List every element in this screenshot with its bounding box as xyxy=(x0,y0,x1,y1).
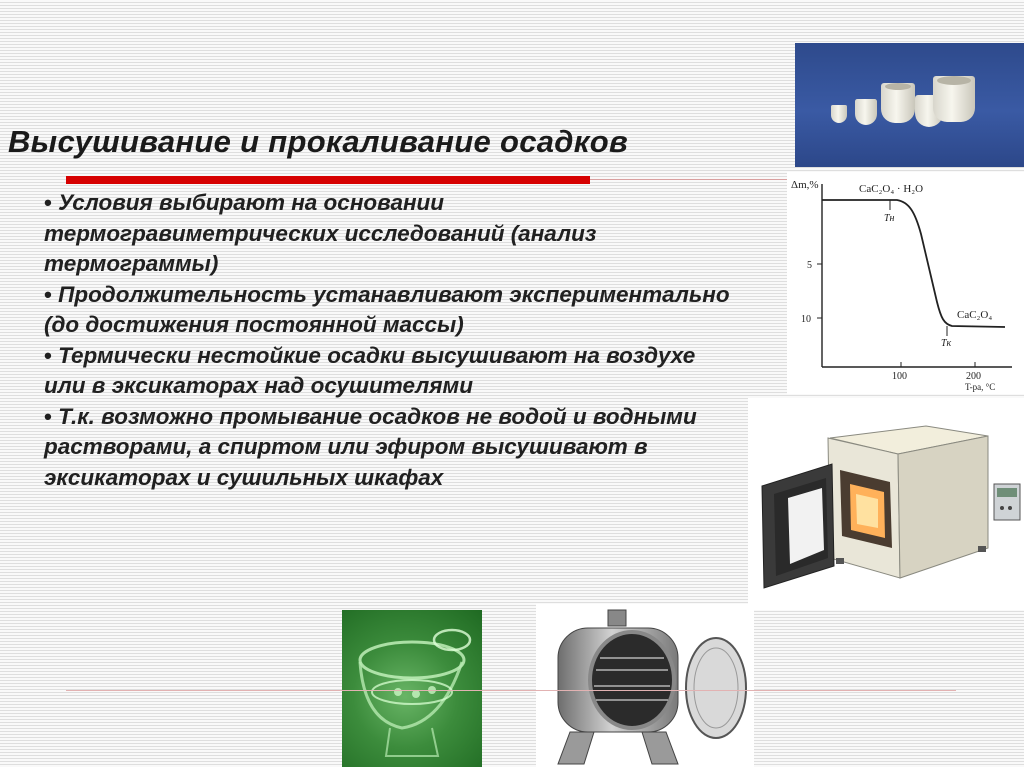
bullet-item: • Продолжительность устанавливают экспериментально (до достижения постоянной массы) xyxy=(44,280,734,341)
thermo-ytick: 10 xyxy=(801,314,811,325)
footer-rule xyxy=(66,690,956,691)
thermo-ytick: 5 xyxy=(807,260,812,271)
thermo-xlabel: T-ра, °C xyxy=(965,382,996,392)
thermo-marker-start: Tн xyxy=(884,213,895,224)
thermo-label-start: CaC₂O₄ · H₂O xyxy=(859,183,924,195)
desiccator-photo xyxy=(342,610,482,767)
thermo-label-end: CaC₂O₄ xyxy=(957,309,993,321)
bullet-list xyxy=(44,188,734,493)
muffle-furnace-photo xyxy=(748,398,1024,610)
drying-oven-photo xyxy=(536,604,754,767)
title-rule xyxy=(590,179,790,180)
thermo-xtick: 100 xyxy=(892,371,907,382)
thermo-ylabel: Δm,% xyxy=(791,179,819,191)
slide-title: Высушивание и прокаливание осадков xyxy=(8,124,629,159)
crucibles-photo xyxy=(795,43,1024,167)
thermogram-figure xyxy=(787,172,1024,394)
bullet-item: • Т.к. возможно промывание осадков не водой и водными растворами, а спиртом или эфиром высушивают в эксикаторах и сушильных шкафах xyxy=(44,402,734,494)
title-accent-bar xyxy=(66,176,590,184)
bullet-item: • Условия выбирают на основании термогравиметрических исследований (анализ термограммы) xyxy=(44,188,734,280)
thermo-xtick: 200 xyxy=(966,371,981,382)
bullet-item: • Термически нестойкие осадки высушивают на воздухе или в эксикаторах над осушителями xyxy=(44,341,734,402)
thermo-marker-end: Tк xyxy=(941,338,952,349)
